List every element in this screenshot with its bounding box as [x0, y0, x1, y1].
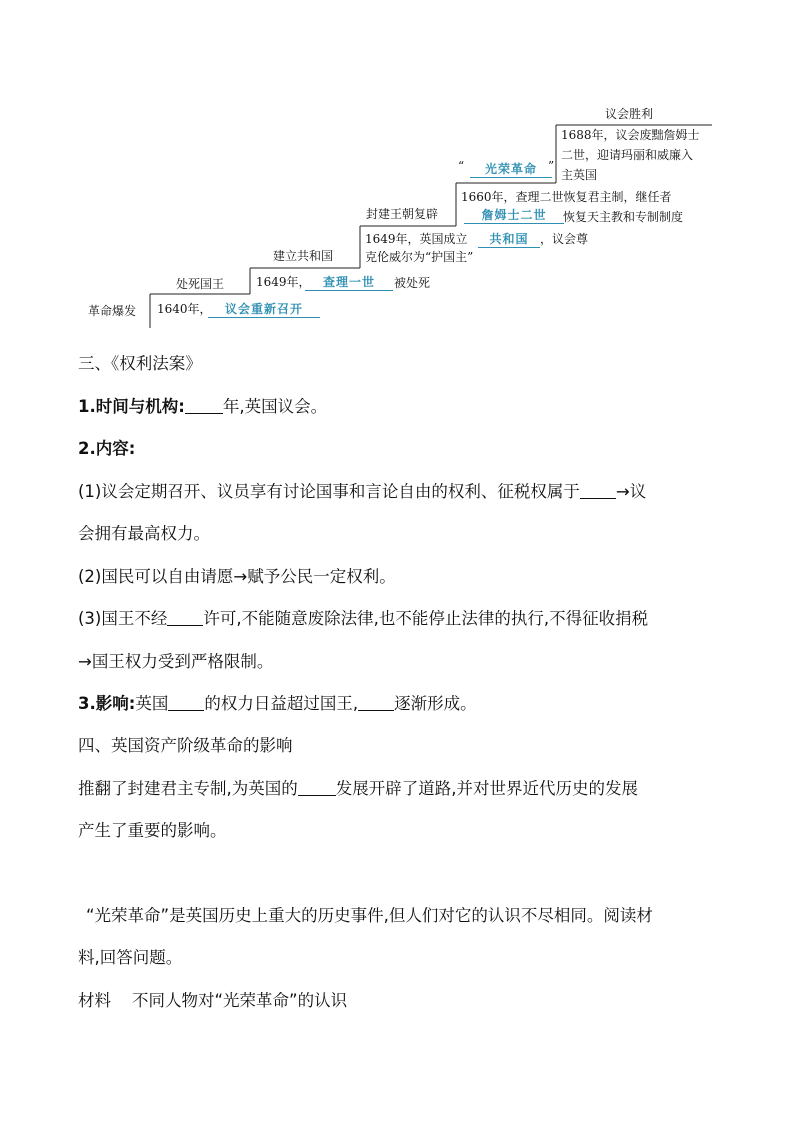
- step-text: 克伦威尔为“护国主”: [365, 250, 474, 264]
- step-label-republic: 建立共和国: [273, 249, 334, 263]
- section3-heading: 三、《权利法案》: [78, 354, 202, 373]
- quote-open: “: [458, 159, 465, 173]
- item2-1-text: (1)议会定期召开、议员享有讨论国事和言论自由的权利、征税权属于: [78, 482, 580, 501]
- section3-item2-2: (2)国民可以自由请愿→赋予公民一定权利。: [78, 567, 396, 586]
- step-label-revolution: 革命爆发: [88, 304, 137, 318]
- section4-line2: 产生了重要的影响。: [78, 821, 227, 840]
- section3-item2-label: 2.内容:: [78, 439, 136, 458]
- section3-item2-1-cont: 会拥有最高权力。: [78, 524, 210, 543]
- quote-close: ”: [548, 159, 555, 173]
- step-text: 1640年，: [157, 302, 212, 316]
- item3-text: 逐渐形成。: [394, 694, 477, 713]
- step-text: 1660年，查理二世恢复君主制，继任者: [461, 190, 672, 204]
- section4-text: 发展开辟了道路,并对世界近代历史的发展: [335, 779, 638, 798]
- fill-blank: [298, 779, 336, 796]
- section3-item2-1: [78, 481, 646, 503]
- step-label-execution: 处死国王: [176, 277, 225, 291]
- section3-item2-3: [78, 608, 648, 630]
- question-intro: “光荣革命”是英国历史上重大的历史事件,但人们对它的认识不尽相同。阅读材: [86, 906, 653, 925]
- item3-label: 3.影响:: [78, 694, 136, 713]
- answer-james-ii: 詹姆士二世: [464, 207, 564, 224]
- item3-text: 的权力日益超过国王,: [204, 694, 359, 713]
- staircase-diagram: [0, 0, 794, 340]
- item1-text: 年,英国议会。: [222, 397, 328, 416]
- section4-line1: [78, 778, 638, 800]
- item3-text: 英国: [135, 694, 169, 713]
- step-text: 二世，迎请玛丽和威廉入: [561, 148, 694, 162]
- material-title: 材料 不同人物对“光荣革命”的认识: [78, 991, 348, 1010]
- question-intro-cont: 料,回答问题。: [78, 948, 183, 967]
- section3-item3: [78, 693, 477, 715]
- answer-commonwealth: 共和国: [478, 231, 540, 248]
- item2-3-text: 许可,不能随意废除法律,也不能停止法律的执行,不得征收捐税: [203, 609, 649, 628]
- step-label-restoration: 封建王朝复辟: [366, 207, 439, 221]
- step-text: 1649年，: [256, 275, 311, 289]
- section3-item2-3-cont: →国王权力受到严格限制。: [78, 652, 274, 671]
- item2-1-text: →议: [615, 482, 647, 501]
- answer-parliament-reconvened: 议会重新召开: [208, 301, 320, 318]
- answer-glorious-revolution: 光荣革命: [470, 161, 552, 178]
- item2-3-text: (3)国王不经: [78, 609, 168, 628]
- step-text: 主英国: [561, 168, 598, 182]
- step-text: ，议会尊: [540, 232, 589, 246]
- answer-charles-i: 查理一世: [305, 274, 393, 291]
- section4-text: 推翻了封建君主专制,为英国的: [78, 779, 298, 798]
- step-text: 恢复天主教和专制制度: [563, 210, 684, 224]
- step-text: 1688年，议会废黜詹姆士: [561, 128, 700, 142]
- step-text: 被处死: [394, 276, 431, 290]
- item1-label: 1.时间与机构:: [78, 397, 185, 416]
- fill-blank: [580, 482, 616, 499]
- fill-blank: [185, 397, 223, 414]
- fill-blank: [167, 609, 203, 626]
- section3-item1: [78, 396, 327, 418]
- step-text: 1649年，英国成立: [365, 232, 468, 246]
- section4-heading: 四、英国资产阶级革命的影响: [78, 736, 293, 755]
- step-label-parliament-victory: 议会胜利: [605, 107, 654, 121]
- fill-blank: [168, 694, 204, 711]
- fill-blank: [358, 694, 394, 711]
